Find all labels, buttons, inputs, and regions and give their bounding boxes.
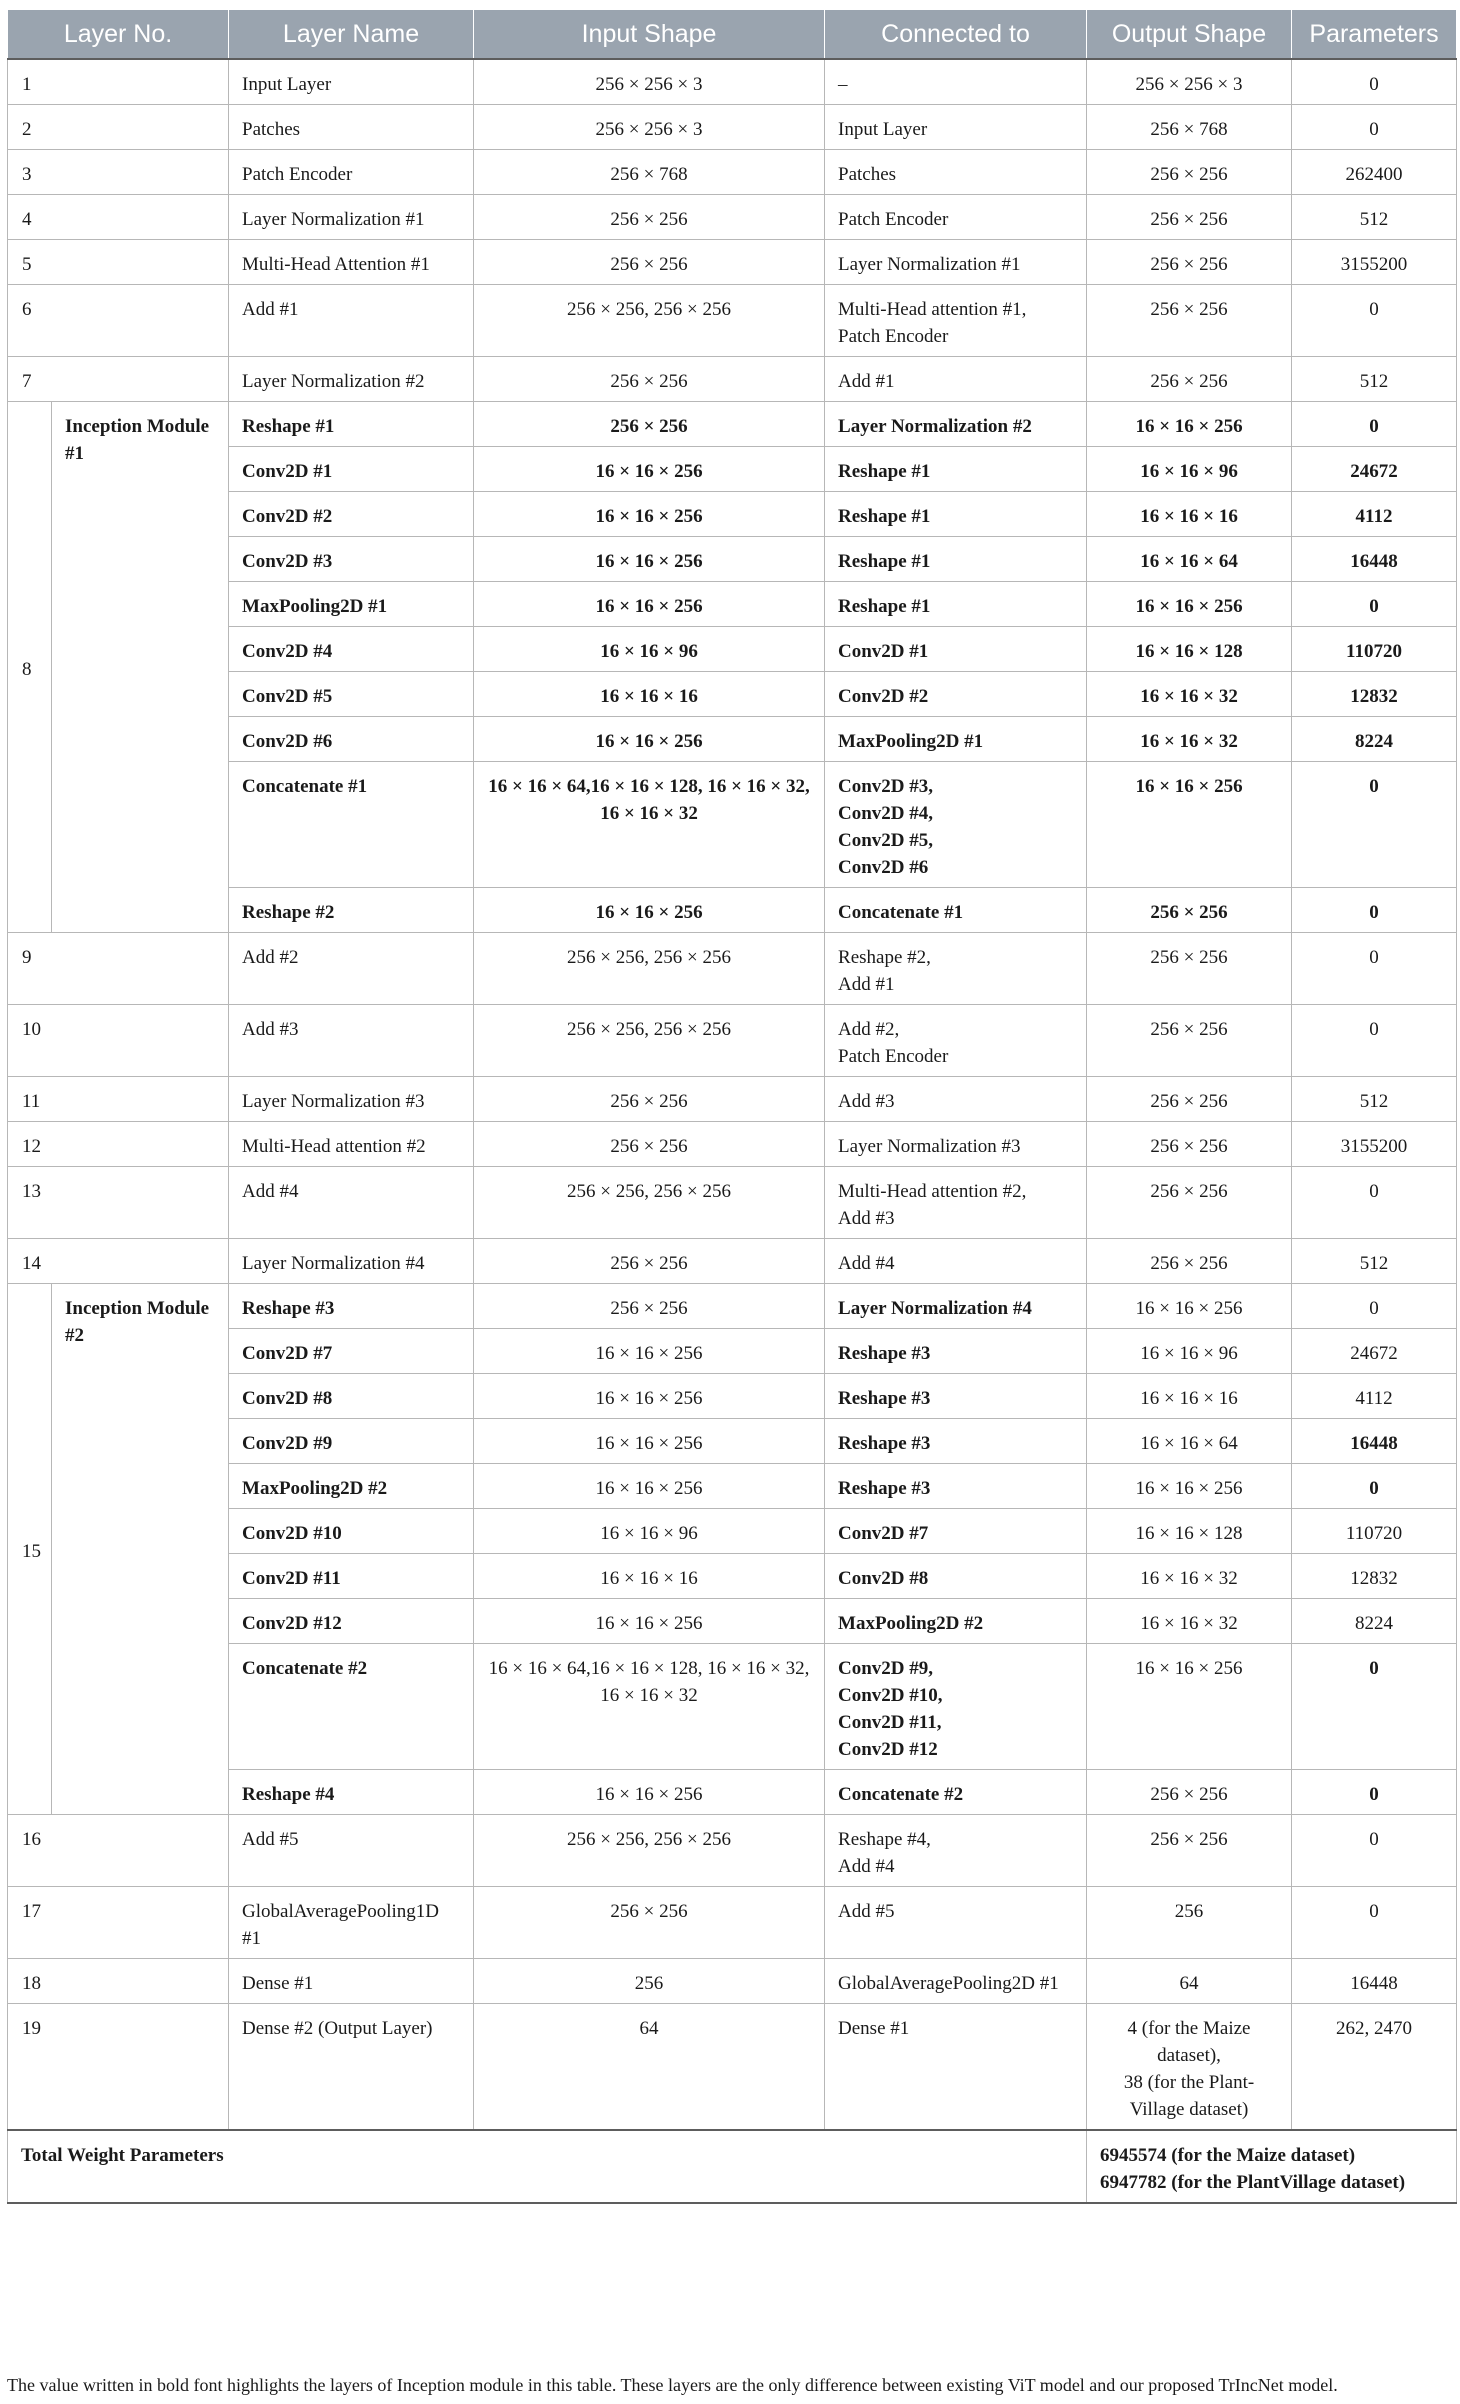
connected-to-cell: Conv2D #2 bbox=[825, 672, 1087, 717]
connected-to-cell: Conv2D #3, Conv2D #4, Conv2D #5, Conv2D #6 bbox=[825, 762, 1087, 888]
input-shape-cell: 256 × 768 bbox=[474, 150, 825, 195]
layer-name-cell: Concatenate #1 bbox=[229, 762, 474, 888]
parameters-cell: 0 bbox=[1292, 1644, 1457, 1770]
layer-no-cell: 17 bbox=[8, 1887, 229, 1959]
parameters-cell: 4112 bbox=[1292, 492, 1457, 537]
output-shape-cell: 256 × 256 bbox=[1087, 357, 1292, 402]
input-shape-cell: 16 × 16 × 256 bbox=[474, 1464, 825, 1509]
parameters-cell: 0 bbox=[1292, 285, 1457, 357]
parameters-cell: 3155200 bbox=[1292, 1122, 1457, 1167]
output-shape-cell: 16 × 16 × 16 bbox=[1087, 1374, 1292, 1419]
layer-name-cell: Dense #2 (Output Layer) bbox=[229, 2004, 474, 2131]
parameters-cell: 0 bbox=[1292, 582, 1457, 627]
input-shape-cell: 256 × 256 bbox=[474, 195, 825, 240]
module-row bbox=[8, 1284, 1457, 1329]
table-row bbox=[8, 357, 1457, 402]
input-shape-cell: 16 × 16 × 256 bbox=[474, 1419, 825, 1464]
output-shape-cell: 16 × 16 × 32 bbox=[1087, 1599, 1292, 1644]
table-row bbox=[8, 1005, 1457, 1077]
table-row bbox=[8, 1167, 1457, 1239]
connected-to-cell: Layer Normalization #4 bbox=[825, 1284, 1087, 1329]
parameters-cell: 0 bbox=[1292, 1464, 1457, 1509]
table-row bbox=[8, 285, 1457, 357]
input-shape-cell: 16 × 16 × 256 bbox=[474, 492, 825, 537]
output-shape-cell: 16 × 16 × 256 bbox=[1087, 1464, 1292, 1509]
input-shape-cell: 256 × 256 × 3 bbox=[474, 105, 825, 150]
layer-name-cell: Conv2D #11 bbox=[229, 1554, 474, 1599]
parameters-cell: 8224 bbox=[1292, 1599, 1457, 1644]
parameters-cell: 12832 bbox=[1292, 1554, 1457, 1599]
connected-to-cell: Add #5 bbox=[825, 1887, 1087, 1959]
module-label-cell: Inception Module #2 bbox=[52, 1284, 229, 1815]
parameters-cell: 24672 bbox=[1292, 1329, 1457, 1374]
input-shape-cell: 16 × 16 × 256 bbox=[474, 447, 825, 492]
layer-no-cell: 2 bbox=[8, 105, 229, 150]
table-row bbox=[8, 240, 1457, 285]
output-shape-cell: 256 bbox=[1087, 1887, 1292, 1959]
connected-to-cell: Conv2D #9, Conv2D #10, Conv2D #11, Conv2D #12 bbox=[825, 1644, 1087, 1770]
layer-name-cell: Conv2D #1 bbox=[229, 447, 474, 492]
output-shape-cell: 256 × 256 × 3 bbox=[1087, 59, 1292, 105]
header-parameters: Parameters bbox=[1292, 10, 1457, 60]
layer-name-cell: Add #3 bbox=[229, 1005, 474, 1077]
output-shape-cell: 64 bbox=[1087, 1959, 1292, 2004]
input-shape-cell: 256 × 256 bbox=[474, 402, 825, 447]
connected-to-cell: Multi-Head attention #2, Add #3 bbox=[825, 1167, 1087, 1239]
connected-to-cell: Layer Normalization #2 bbox=[825, 402, 1087, 447]
output-shape-cell: 4 (for the Maize dataset), 38 (for the Plant-Village dataset) bbox=[1087, 2004, 1292, 2131]
connected-to-cell: GlobalAveragePooling2D #1 bbox=[825, 1959, 1087, 2004]
input-shape-cell: 256 × 256 bbox=[474, 1239, 825, 1284]
input-shape-cell: 256 × 256, 256 × 256 bbox=[474, 1005, 825, 1077]
output-shape-cell: 256 × 256 bbox=[1087, 1815, 1292, 1887]
connected-to-cell: Add #4 bbox=[825, 1239, 1087, 1284]
table-row bbox=[8, 933, 1457, 1005]
table-row bbox=[8, 2004, 1457, 2131]
table-row bbox=[8, 1815, 1457, 1887]
total-value-cell: 6945574 (for the Maize dataset) 6947782 (for the PlantVillage dataset) bbox=[1087, 2130, 1457, 2203]
connected-to-cell: Input Layer bbox=[825, 105, 1087, 150]
parameters-cell: 0 bbox=[1292, 1167, 1457, 1239]
parameters-cell: 0 bbox=[1292, 1815, 1457, 1887]
layer-name-cell: Multi-Head Attention #1 bbox=[229, 240, 474, 285]
layer-name-cell: GlobalAveragePooling1D #1 bbox=[229, 1887, 474, 1959]
footnote: The value written in bold font highlights the layers of Inception module in this table. These layers are the only difference between existing ViT model and our proposed TrIncNet model. bbox=[7, 2375, 1338, 2395]
layer-table bbox=[7, 9, 1457, 2204]
table-row bbox=[8, 59, 1457, 105]
layer-no-cell: 12 bbox=[8, 1122, 229, 1167]
output-shape-cell: 256 × 256 bbox=[1087, 1122, 1292, 1167]
parameters-cell: 512 bbox=[1292, 195, 1457, 240]
output-shape-cell: 16 × 16 × 64 bbox=[1087, 1419, 1292, 1464]
input-shape-cell: 256 × 256 × 3 bbox=[474, 59, 825, 105]
output-shape-cell: 16 × 16 × 32 bbox=[1087, 672, 1292, 717]
table-row bbox=[8, 1887, 1457, 1959]
connected-to-cell: Reshape #1 bbox=[825, 582, 1087, 627]
connected-to-cell: Reshape #2, Add #1 bbox=[825, 933, 1087, 1005]
layer-name-cell: Multi-Head attention #2 bbox=[229, 1122, 474, 1167]
input-shape-cell: 256 × 256 bbox=[474, 357, 825, 402]
input-shape-cell: 64 bbox=[474, 2004, 825, 2131]
layer-no-cell: 5 bbox=[8, 240, 229, 285]
layer-name-cell: Conv2D #10 bbox=[229, 1509, 474, 1554]
connected-to-cell: Multi-Head attention #1, Patch Encoder bbox=[825, 285, 1087, 357]
layer-name-cell: Patch Encoder bbox=[229, 150, 474, 195]
output-shape-cell: 16 × 16 × 96 bbox=[1087, 1329, 1292, 1374]
connected-to-cell: Layer Normalization #3 bbox=[825, 1122, 1087, 1167]
input-shape-cell: 16 × 16 × 256 bbox=[474, 537, 825, 582]
input-shape-cell: 16 × 16 × 256 bbox=[474, 1374, 825, 1419]
layer-name-cell: Layer Normalization #1 bbox=[229, 195, 474, 240]
input-shape-cell: 256 × 256 bbox=[474, 240, 825, 285]
input-shape-cell: 256 × 256 bbox=[474, 1122, 825, 1167]
input-shape-cell: 256 × 256 bbox=[474, 1887, 825, 1959]
layer-name-cell: Conv2D #5 bbox=[229, 672, 474, 717]
output-shape-cell: 256 × 256 bbox=[1087, 1077, 1292, 1122]
connected-to-cell: Add #3 bbox=[825, 1077, 1087, 1122]
connected-to-cell: Concatenate #2 bbox=[825, 1770, 1087, 1815]
connected-to-cell: Add #2, Patch Encoder bbox=[825, 1005, 1087, 1077]
layer-name-cell: Conv2D #8 bbox=[229, 1374, 474, 1419]
connected-to-cell: Patches bbox=[825, 150, 1087, 195]
layer-name-cell: Reshape #3 bbox=[229, 1284, 474, 1329]
layer-no-cell: 7 bbox=[8, 357, 229, 402]
connected-to-cell: MaxPooling2D #1 bbox=[825, 717, 1087, 762]
parameters-cell: 4112 bbox=[1292, 1374, 1457, 1419]
header-layer-no: Layer No. bbox=[8, 10, 229, 60]
parameters-cell: 16448 bbox=[1292, 537, 1457, 582]
layer-name-cell: Layer Normalization #3 bbox=[229, 1077, 474, 1122]
parameters-cell: 0 bbox=[1292, 402, 1457, 447]
input-shape-cell: 256 × 256, 256 × 256 bbox=[474, 933, 825, 1005]
parameters-cell: 0 bbox=[1292, 762, 1457, 888]
input-shape-cell: 256 × 256 bbox=[474, 1077, 825, 1122]
output-shape-cell: 16 × 16 × 32 bbox=[1087, 1554, 1292, 1599]
layer-no-cell: 4 bbox=[8, 195, 229, 240]
parameters-cell: 110720 bbox=[1292, 1509, 1457, 1554]
layer-no-cell: 18 bbox=[8, 1959, 229, 2004]
connected-to-cell: MaxPooling2D #2 bbox=[825, 1599, 1087, 1644]
connected-to-cell: Patch Encoder bbox=[825, 195, 1087, 240]
layer-name-cell: Add #1 bbox=[229, 285, 474, 357]
output-shape-cell: 256 × 256 bbox=[1087, 150, 1292, 195]
layer-no-cell: 13 bbox=[8, 1167, 229, 1239]
header-connected-to: Connected to bbox=[825, 10, 1087, 60]
output-shape-cell: 256 × 256 bbox=[1087, 285, 1292, 357]
output-shape-cell: 16 × 16 × 256 bbox=[1087, 762, 1292, 888]
parameters-cell: 262400 bbox=[1292, 150, 1457, 195]
output-shape-cell: 16 × 16 × 32 bbox=[1087, 717, 1292, 762]
parameters-cell: 0 bbox=[1292, 1005, 1457, 1077]
layer-name-cell: Layer Normalization #4 bbox=[229, 1239, 474, 1284]
output-shape-cell: 256 × 256 bbox=[1087, 1005, 1292, 1077]
table-row bbox=[8, 1122, 1457, 1167]
output-shape-cell: 256 × 256 bbox=[1087, 240, 1292, 285]
module-row bbox=[8, 402, 1457, 447]
layer-no-cell: 16 bbox=[8, 1815, 229, 1887]
output-shape-cell: 256 × 256 bbox=[1087, 933, 1292, 1005]
input-shape-cell: 16 × 16 × 96 bbox=[474, 627, 825, 672]
header-output-shape: Output Shape bbox=[1087, 10, 1292, 60]
parameters-cell: 8224 bbox=[1292, 717, 1457, 762]
input-shape-cell: 16 × 16 × 64,16 × 16 × 128, 16 × 16 × 32, 16 × 16 × 32 bbox=[474, 762, 825, 888]
parameters-cell: 512 bbox=[1292, 1239, 1457, 1284]
input-shape-cell: 256 × 256, 256 × 256 bbox=[474, 1167, 825, 1239]
output-shape-cell: 16 × 16 × 256 bbox=[1087, 582, 1292, 627]
layer-name-cell: Conv2D #7 bbox=[229, 1329, 474, 1374]
layer-name-cell: Concatenate #2 bbox=[229, 1644, 474, 1770]
parameters-cell: 262, 2470 bbox=[1292, 2004, 1457, 2131]
input-shape-cell: 256 bbox=[474, 1959, 825, 2004]
output-shape-cell: 16 × 16 × 256 bbox=[1087, 1644, 1292, 1770]
parameters-cell: 0 bbox=[1292, 1887, 1457, 1959]
parameters-cell: 0 bbox=[1292, 1770, 1457, 1815]
parameters-cell: 0 bbox=[1292, 1284, 1457, 1329]
layer-name-cell: Conv2D #3 bbox=[229, 537, 474, 582]
connected-to-cell: Reshape #4, Add #4 bbox=[825, 1815, 1087, 1887]
layer-no-cell: 15 bbox=[8, 1284, 52, 1815]
input-shape-cell: 16 × 16 × 16 bbox=[474, 672, 825, 717]
input-shape-cell: 256 × 256 bbox=[474, 1284, 825, 1329]
layer-no-cell: 9 bbox=[8, 933, 229, 1005]
output-shape-cell: 16 × 16 × 96 bbox=[1087, 447, 1292, 492]
output-shape-cell: 256 × 256 bbox=[1087, 1770, 1292, 1815]
table-row bbox=[8, 105, 1457, 150]
table-row bbox=[8, 195, 1457, 240]
connected-to-cell: Dense #1 bbox=[825, 2004, 1087, 2131]
layer-no-cell: 6 bbox=[8, 285, 229, 357]
parameters-cell: 512 bbox=[1292, 1077, 1457, 1122]
connected-to-cell: Conv2D #7 bbox=[825, 1509, 1087, 1554]
layer-name-cell: Input Layer bbox=[229, 59, 474, 105]
parameters-cell: 0 bbox=[1292, 105, 1457, 150]
layer-name-cell: Reshape #4 bbox=[229, 1770, 474, 1815]
layer-name-cell: MaxPooling2D #1 bbox=[229, 582, 474, 627]
output-shape-cell: 16 × 16 × 64 bbox=[1087, 537, 1292, 582]
input-shape-cell: 16 × 16 × 256 bbox=[474, 1770, 825, 1815]
header-input-shape: Input Shape bbox=[474, 10, 825, 60]
input-shape-cell: 16 × 16 × 256 bbox=[474, 717, 825, 762]
layer-name-cell: Add #2 bbox=[229, 933, 474, 1005]
parameters-cell: 16448 bbox=[1292, 1959, 1457, 2004]
layer-name-cell: Add #4 bbox=[229, 1167, 474, 1239]
connected-to-cell: – bbox=[825, 59, 1087, 105]
layer-name-cell: Conv2D #9 bbox=[229, 1419, 474, 1464]
output-shape-cell: 256 × 256 bbox=[1087, 1167, 1292, 1239]
layer-no-cell: 19 bbox=[8, 2004, 229, 2131]
parameters-cell: 110720 bbox=[1292, 627, 1457, 672]
input-shape-cell: 16 × 16 × 256 bbox=[474, 582, 825, 627]
layer-name-cell: MaxPooling2D #2 bbox=[229, 1464, 474, 1509]
output-shape-cell: 256 × 256 bbox=[1087, 888, 1292, 933]
connected-to-cell: Reshape #1 bbox=[825, 447, 1087, 492]
layer-name-cell: Conv2D #6 bbox=[229, 717, 474, 762]
connected-to-cell: Concatenate #1 bbox=[825, 888, 1087, 933]
input-shape-cell: 16 × 16 × 16 bbox=[474, 1554, 825, 1599]
input-shape-cell: 16 × 16 × 256 bbox=[474, 1599, 825, 1644]
total-row bbox=[8, 2130, 1457, 2203]
parameters-cell: 16448 bbox=[1292, 1419, 1457, 1464]
parameters-cell: 24672 bbox=[1292, 447, 1457, 492]
layer-name-cell: Dense #1 bbox=[229, 1959, 474, 2004]
layer-name-cell: Reshape #2 bbox=[229, 888, 474, 933]
output-shape-cell: 16 × 16 × 16 bbox=[1087, 492, 1292, 537]
parameters-cell: 0 bbox=[1292, 933, 1457, 1005]
module-label-cell: Inception Module #1 bbox=[52, 402, 229, 933]
parameters-cell: 12832 bbox=[1292, 672, 1457, 717]
layer-no-cell: 8 bbox=[8, 402, 52, 933]
table-row bbox=[8, 1239, 1457, 1284]
layer-no-cell: 14 bbox=[8, 1239, 229, 1284]
parameters-cell: 3155200 bbox=[1292, 240, 1457, 285]
table-row bbox=[8, 150, 1457, 195]
input-shape-cell: 256 × 256, 256 × 256 bbox=[474, 1815, 825, 1887]
output-shape-cell: 256 × 256 bbox=[1087, 1239, 1292, 1284]
connected-to-cell: Reshape #3 bbox=[825, 1419, 1087, 1464]
input-shape-cell: 16 × 16 × 256 bbox=[474, 1329, 825, 1374]
output-shape-cell: 16 × 16 × 128 bbox=[1087, 627, 1292, 672]
input-shape-cell: 256 × 256, 256 × 256 bbox=[474, 285, 825, 357]
layer-name-cell: Add #5 bbox=[229, 1815, 474, 1887]
connected-to-cell: Add #1 bbox=[825, 357, 1087, 402]
input-shape-cell: 16 × 16 × 64,16 × 16 × 128, 16 × 16 × 32, 16 × 16 × 32 bbox=[474, 1644, 825, 1770]
connected-to-cell: Conv2D #8 bbox=[825, 1554, 1087, 1599]
layer-name-cell: Reshape #1 bbox=[229, 402, 474, 447]
layer-name-cell: Conv2D #12 bbox=[229, 1599, 474, 1644]
output-shape-cell: 256 × 768 bbox=[1087, 105, 1292, 150]
table-row bbox=[8, 1077, 1457, 1122]
layer-name-cell: Conv2D #2 bbox=[229, 492, 474, 537]
layer-name-cell: Patches bbox=[229, 105, 474, 150]
connected-to-cell: Reshape #1 bbox=[825, 537, 1087, 582]
connected-to-cell: Reshape #3 bbox=[825, 1374, 1087, 1419]
layer-no-cell: 3 bbox=[8, 150, 229, 195]
output-shape-cell: 16 × 16 × 128 bbox=[1087, 1509, 1292, 1554]
header-layer-name: Layer Name bbox=[229, 10, 474, 60]
layer-name-cell: Conv2D #4 bbox=[229, 627, 474, 672]
output-shape-cell: 256 × 256 bbox=[1087, 195, 1292, 240]
total-label-cell: Total Weight Parameters bbox=[8, 2130, 1087, 2203]
layer-no-cell: 10 bbox=[8, 1005, 229, 1077]
connected-to-cell: Conv2D #1 bbox=[825, 627, 1087, 672]
parameters-cell: 512 bbox=[1292, 357, 1457, 402]
table-row bbox=[8, 1959, 1457, 2004]
connected-to-cell: Reshape #1 bbox=[825, 492, 1087, 537]
parameters-cell: 0 bbox=[1292, 888, 1457, 933]
connected-to-cell: Reshape #3 bbox=[825, 1464, 1087, 1509]
input-shape-cell: 16 × 16 × 256 bbox=[474, 888, 825, 933]
header-row bbox=[8, 10, 1457, 60]
layer-no-cell: 11 bbox=[8, 1077, 229, 1122]
output-shape-cell: 16 × 16 × 256 bbox=[1087, 402, 1292, 447]
input-shape-cell: 16 × 16 × 96 bbox=[474, 1509, 825, 1554]
connected-to-cell: Reshape #3 bbox=[825, 1329, 1087, 1374]
parameters-cell: 0 bbox=[1292, 59, 1457, 105]
output-shape-cell: 16 × 16 × 256 bbox=[1087, 1284, 1292, 1329]
layer-no-cell: 1 bbox=[8, 59, 229, 105]
connected-to-cell: Layer Normalization #1 bbox=[825, 240, 1087, 285]
layer-name-cell: Layer Normalization #2 bbox=[229, 357, 474, 402]
table-body bbox=[8, 59, 1457, 2203]
